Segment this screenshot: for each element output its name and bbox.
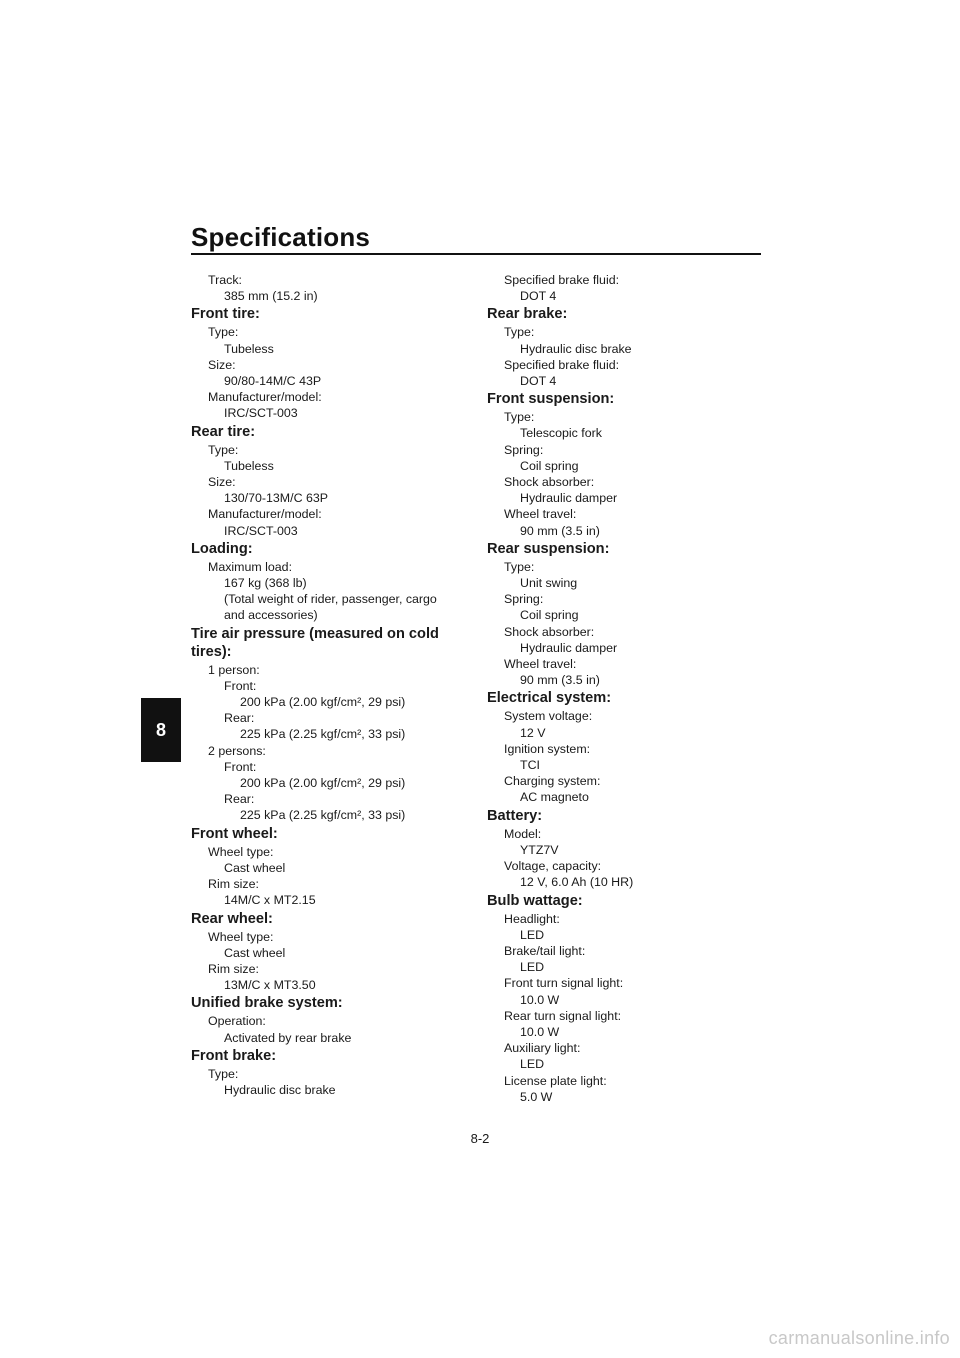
system-voltage-label: System voltage: [504, 709, 593, 724]
front-tire-type-value: Tubeless [224, 341, 274, 356]
p2-front-value: 200 kPa (2.00 kgf/cm², 29 psi) [240, 776, 406, 791]
rear-turn-value: 10.0 W [520, 1024, 560, 1039]
aux-light-value: LED [520, 1057, 545, 1072]
rear-susp-spring-value: Coil spring [520, 608, 579, 623]
rear-tire-mfr-value: IRC/SCT-003 [224, 523, 298, 538]
max-load-label: Maximum load: [208, 559, 293, 574]
front-susp-shock-value: Hydraulic damper [520, 491, 618, 506]
p1-front-label: Front: [224, 678, 257, 693]
p2-front-label: Front: [224, 759, 257, 774]
front-tire-heading: Front tire: [191, 306, 260, 323]
charging-label: Charging system: [504, 774, 601, 789]
p1-front-value: 200 kPa (2.00 kgf/cm², 29 psi) [240, 695, 406, 710]
front-tire-size-value: 90/80-14M/C 43P [224, 374, 322, 389]
page-number: 8-2 [470, 1131, 490, 1146]
aux-light-label: Auxiliary light: [504, 1041, 581, 1056]
ignition-value: TCI [520, 758, 540, 773]
charging-value: AC magneto [520, 790, 589, 805]
rear-tire-heading: Rear tire: [191, 423, 256, 440]
rear-tire-size-label: Size: [208, 475, 236, 490]
rear-brake-type-label: Type: [504, 325, 535, 340]
front-susp-spring-value: Coil spring [520, 458, 579, 473]
battery-heading: Battery: [487, 807, 543, 824]
front-brake-type-value: Hydraulic disc brake [224, 1082, 336, 1097]
front-turn-label: Front turn signal light: [504, 976, 624, 991]
title-rule [191, 253, 761, 255]
right-column [487, 272, 762, 1105]
front-brake-fluid-label: Specified brake fluid: [504, 273, 620, 287]
p2-rear-value: 225 kPa (2.25 kgf/cm², 33 psi) [240, 808, 406, 823]
license-light-value: 5.0 W [520, 1089, 553, 1104]
rear-wheel-type-value: Cast wheel [224, 945, 286, 960]
front-susp-travel-label: Wheel travel: [504, 507, 577, 522]
front-tire-mfr-label: Manufacturer/model: [208, 390, 322, 405]
p2-rear-label: Rear: [224, 792, 255, 807]
front-suspension-heading: Front suspension: [487, 391, 615, 408]
bulb-heading: Bulb wattage: [487, 892, 583, 909]
rear-tire-size-value: 130/70-13M/C 63P [224, 491, 329, 506]
battery-capacity-value: 12 V, 6.0 Ah (10 HR) [520, 875, 634, 890]
left-column [191, 272, 466, 1098]
track-label: Track: [208, 273, 242, 287]
loading-heading: Loading: [191, 540, 253, 557]
headlight-value: LED [520, 927, 545, 942]
headlight-label: Headlight: [504, 911, 560, 926]
rear-suspension-heading: Rear suspension: [487, 540, 610, 557]
rear-wheel-type-label: Wheel type: [208, 929, 274, 944]
p1-rear-value: 225 kPa (2.25 kgf/cm², 33 psi) [240, 727, 406, 742]
front-wheel-type-label: Wheel type: [208, 844, 274, 859]
rear-wheel-rim-label: Rim size: [208, 961, 259, 976]
rear-susp-spring-label: Spring: [504, 592, 544, 607]
rear-susp-type-label: Type: [504, 559, 535, 574]
license-light-label: License plate light: [504, 1073, 607, 1088]
rear-tire-type-label: Type: [208, 442, 239, 457]
rear-brake-type-value: Hydraulic disc brake [520, 341, 632, 356]
front-wheel-rim-value: 14M/C x MT2.15 [224, 893, 316, 908]
max-load-value: 167 kg (368 lb) [224, 576, 307, 591]
rear-brake-fluid-value: DOT 4 [520, 374, 557, 389]
watermark: carmanualsonline.info [768, 1328, 950, 1348]
system-voltage-value: 12 V [520, 725, 546, 740]
front-tire-mfr-value: IRC/SCT-003 [224, 406, 298, 421]
front-susp-type-label: Type: [504, 410, 535, 425]
front-susp-type-value: Telescopic fork [520, 426, 602, 441]
track-value: 385 mm (15.2 in) [224, 289, 318, 304]
p1-rear-label: Rear: [224, 711, 255, 726]
brake-tail-label: Brake/tail light: [504, 943, 586, 958]
unified-brake-heading: Unified brake system: [191, 995, 343, 1012]
front-brake-fluid-value: DOT 4 [520, 289, 557, 304]
max-load-note-2: and accessories) [224, 608, 318, 623]
battery-model-label: Model: [504, 826, 542, 841]
max-load-note-1: (Total weight of rider, passenger, cargo [224, 592, 437, 607]
front-turn-value: 10.0 W [520, 992, 560, 1007]
rear-brake-fluid-label: Specified brake fluid: [504, 357, 620, 372]
rear-tire-type-value: Tubeless [224, 458, 274, 473]
rear-susp-shock-value: Hydraulic damper [520, 640, 618, 655]
rear-susp-travel-value: 90 mm (3.5 in) [520, 673, 600, 688]
front-wheel-heading: Front wheel: [191, 825, 278, 842]
battery-capacity-label: Voltage, capacity: [504, 859, 602, 874]
rear-susp-shock-label: Shock absorber: [504, 624, 595, 639]
unified-brake-op-label: Operation: [208, 1014, 266, 1029]
electrical-heading: Electrical system: [487, 690, 612, 707]
front-susp-spring-label: Spring: [504, 442, 544, 457]
front-brake-type-label: Type: [208, 1066, 239, 1081]
rear-wheel-heading: Rear wheel: [191, 910, 273, 927]
page-title: Specifications [191, 222, 371, 252]
tire-pressure-heading: Tire air pressure (measured on cold tires): [191, 625, 439, 660]
one-person-label: 1 person: [208, 662, 260, 677]
rear-susp-travel-label: Wheel travel: [504, 657, 577, 672]
front-susp-travel-value: 90 mm (3.5 in) [520, 523, 600, 538]
front-wheel-type-value: Cast wheel [224, 860, 286, 875]
unified-brake-op-value: Activated by rear brake [224, 1030, 352, 1045]
rear-tire-mfr-label: Manufacturer/model: [208, 507, 322, 522]
front-wheel-rim-label: Rim size: [208, 877, 259, 892]
battery-model-value: YTZ7V [520, 842, 559, 857]
rear-brake-heading: Rear brake: [487, 306, 568, 323]
rear-susp-type-value: Unit swing [520, 576, 578, 591]
chapter-tab: 8 [141, 698, 181, 762]
rear-turn-label: Rear turn signal light: [504, 1008, 622, 1023]
rear-wheel-rim-value: 13M/C x MT3.50 [224, 978, 316, 993]
front-brake-heading: Front brake: [191, 1047, 277, 1064]
front-tire-type-label: Type: [208, 325, 239, 340]
two-persons-label: 2 persons: [208, 743, 266, 758]
front-susp-shock-label: Shock absorber: [504, 475, 595, 490]
front-tire-size-label: Size: [208, 357, 236, 372]
ignition-label: Ignition system: [504, 741, 591, 756]
brake-tail-value: LED [520, 960, 545, 975]
